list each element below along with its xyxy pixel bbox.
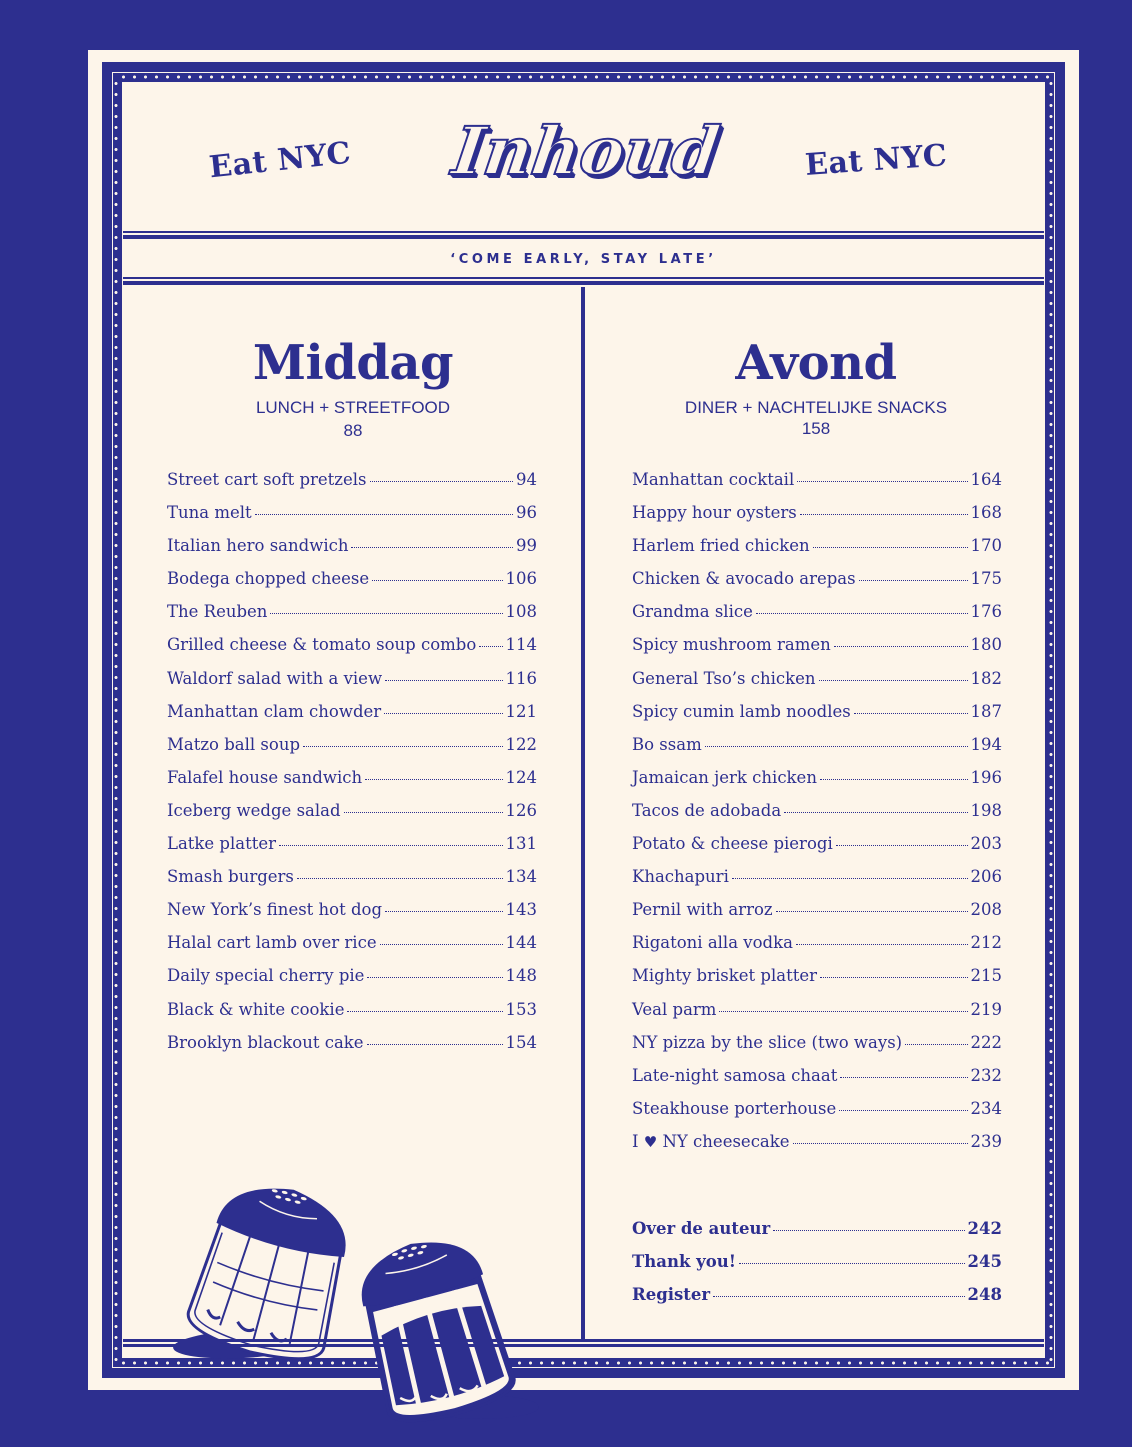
dot-leader	[367, 1044, 503, 1045]
tagline: ‘COME EARLY, STAY LATE’	[450, 252, 717, 267]
toc-entry-page: 144	[505, 933, 537, 953]
dot-leader	[713, 1296, 964, 1297]
dot-leader	[834, 646, 968, 647]
toc-entry[interactable]	[167, 867, 537, 900]
toc-entry[interactable]	[167, 536, 537, 569]
toc-entry-label: Street cart soft pretzels	[167, 470, 367, 489]
toc-entry-label: Harlem fried chicken	[632, 536, 810, 556]
toc-entry-label: Grandma slice	[632, 602, 753, 622]
dot-leader	[839, 1110, 967, 1111]
dot-leader	[479, 646, 502, 647]
eat-nyc-left	[207, 135, 353, 186]
section-header-avond	[586, 335, 1046, 441]
dot-leader	[255, 514, 513, 515]
toc-entry[interactable]	[632, 735, 1002, 768]
toc-entry-page: 198	[970, 800, 1002, 820]
toc-entry-page: 164	[970, 470, 1002, 489]
toc-entry-label: Matzo ball soup	[167, 734, 301, 754]
dot-leader	[819, 680, 968, 681]
toc-entry-label: Daily special cherry pie	[167, 966, 365, 986]
toc-entry[interactable]	[167, 966, 537, 999]
eat-nyc-right-text: Eat NYC	[803, 138, 949, 183]
toc-entry[interactable]	[632, 702, 1002, 735]
toc-entry-label: Khachapuri	[632, 867, 729, 887]
toc-entry-label: Veal parm	[632, 999, 717, 1019]
toc-entry-label: Steakhouse porterhouse	[632, 1098, 837, 1118]
toc-entry[interactable]	[632, 669, 1002, 702]
toc-entry-page: 170	[970, 536, 1002, 556]
toc-entry-page: 248	[967, 1285, 1002, 1305]
dot-leader	[836, 845, 968, 846]
toc-entry[interactable]	[632, 635, 1002, 668]
dot-leader	[367, 977, 502, 978]
dot-leader	[303, 746, 502, 747]
section-page-avond: 158	[801, 419, 831, 438]
toc-entry[interactable]	[632, 966, 1002, 999]
section-header-middag	[123, 335, 583, 443]
dot-leader	[347, 1011, 502, 1012]
dot-leader	[840, 1077, 967, 1078]
toc-entry-page: 122	[505, 734, 537, 754]
dot-leader	[813, 547, 968, 548]
toc-entry-label: Chicken & avocado arepas	[632, 569, 856, 589]
toc-entry-page: 239	[970, 1131, 1002, 1151]
toc-entry[interactable]	[167, 768, 537, 801]
eat-nyc-left-text: Eat NYC	[207, 135, 353, 186]
toc-entry-register[interactable]	[632, 1285, 1002, 1318]
toc-entry[interactable]	[167, 900, 537, 933]
toc-entry-label: Brooklyn blackout cake	[167, 1032, 364, 1052]
toc-entry[interactable]	[632, 768, 1002, 801]
toc-entry-page: 175	[970, 569, 1002, 589]
dot-leader	[279, 845, 502, 846]
toc-entry[interactable]	[632, 1132, 1002, 1165]
toc-entry-thank-you[interactable]	[632, 1252, 1002, 1285]
dot-leader	[800, 514, 968, 515]
section-title-middag: Middag	[252, 335, 454, 391]
toc-entry-page: 154	[505, 1032, 537, 1052]
toc-entry[interactable]	[167, 635, 537, 668]
dotted-border-top	[118, 75, 1049, 79]
toc-entry[interactable]	[632, 834, 1002, 867]
tagline-divider	[123, 277, 1044, 285]
toc-entry[interactable]	[167, 702, 537, 735]
toc-entry-page: 176	[970, 602, 1002, 622]
toc-entry-label: Jamaican jerk chicken	[632, 767, 817, 787]
toc-entry[interactable]	[632, 933, 1002, 966]
toc-entry-label: Over de auteur	[632, 1219, 771, 1238]
toc-entry[interactable]	[632, 1066, 1002, 1099]
toc-entry-page: 194	[970, 734, 1002, 754]
toc-entry[interactable]	[632, 1000, 1002, 1033]
toc-entry-page: 208	[970, 900, 1002, 920]
toc-entry-label: Thank you!	[632, 1252, 736, 1272]
toc-entry-label: Potato & cheese pierogi	[632, 834, 833, 854]
toc-entry-page: 182	[970, 668, 1002, 688]
toc-entry-label: Pernil with arroz	[632, 900, 773, 920]
dotted-border-right	[1049, 78, 1053, 1362]
dot-leader	[365, 779, 502, 780]
toc-entry-page: 121	[505, 701, 537, 721]
section-avond	[586, 287, 1046, 1337]
toc-entry-label: Spicy cumin lamb noodles	[632, 701, 851, 721]
toc-entry-page: 206	[970, 867, 1002, 887]
toc-entry-label: Halal cart lamb over rice	[167, 933, 377, 953]
toc-entry-page: 215	[970, 966, 1002, 986]
toc-back-matter	[632, 1219, 1002, 1318]
dot-leader	[773, 1230, 964, 1231]
toc-entry-page: 153	[505, 999, 537, 1019]
section-subtitle-avond: DINER + NACHTELIJKE SNACKS	[684, 398, 948, 417]
dot-leader	[380, 944, 503, 945]
toc-entry-page: 108	[505, 602, 537, 622]
toc-entry-label: Falafel house sandwich	[167, 767, 363, 787]
dot-leader	[784, 812, 967, 813]
toc-entry-label: Latke platter	[167, 834, 277, 854]
toc-entry[interactable]	[167, 470, 537, 503]
toc-entry-label: Mighty brisket platter	[632, 966, 817, 986]
toc-entry-label: Late-night samosa chaat	[632, 1065, 838, 1085]
toc-entry-label: Bodega chopped cheese	[167, 569, 370, 589]
toc-entry[interactable]	[632, 470, 1002, 503]
toc-entry-label: Italian hero sandwich	[167, 536, 349, 556]
toc-entry-label: Spicy mushroom ramen	[632, 635, 831, 655]
toc-entry-label	[632, 1132, 790, 1151]
dot-leader	[719, 1011, 967, 1012]
toc-entry-page: 134	[505, 867, 537, 887]
toc-entry-label: Black & white cookie	[167, 999, 345, 1019]
toc-entry-page: 126	[505, 800, 537, 820]
dotted-border-left	[114, 78, 118, 1362]
toc-entry-page: 148	[505, 966, 537, 986]
toc-entry-page: 222	[970, 1032, 1002, 1052]
toc-entry-label: NY pizza by the slice (two ways)	[632, 1032, 903, 1052]
toc-entry[interactable]	[632, 503, 1002, 536]
dot-leader	[776, 911, 968, 912]
toc-entry[interactable]	[167, 735, 537, 768]
toc-entry-page: 232	[970, 1065, 1002, 1085]
dot-leader	[385, 680, 502, 681]
toc-entry-label: Manhattan cocktail	[632, 470, 795, 489]
toc-entry[interactable]	[632, 602, 1002, 635]
toc-entry[interactable]	[632, 1099, 1002, 1132]
toc-entry-page: 180	[970, 635, 1002, 655]
toc-entry[interactable]	[167, 602, 537, 635]
dot-leader	[344, 812, 503, 813]
label-prefix: I	[632, 1131, 639, 1151]
toc-entry-page: 212	[970, 933, 1002, 953]
dot-leader	[705, 746, 968, 747]
dot-leader	[732, 878, 968, 879]
dot-leader	[370, 481, 514, 482]
toc-entry[interactable]	[167, 801, 537, 834]
dot-leader	[739, 1263, 965, 1264]
toc-entry[interactable]	[167, 834, 537, 867]
toc-entry-page: 203	[970, 834, 1002, 854]
toc-entry-label: Smash burgers	[167, 867, 294, 887]
toc-entry-label: General Tso’s chicken	[632, 668, 816, 688]
toc-entry-page: 168	[970, 503, 1002, 523]
toc-entry-label: Happy hour oysters	[632, 503, 797, 523]
toc-entry-about-author[interactable]	[632, 1219, 1002, 1252]
dot-leader	[797, 481, 967, 482]
toc-entry-page: 106	[505, 569, 537, 589]
dot-leader	[854, 713, 968, 714]
section-title-avond: Avond	[735, 335, 897, 391]
toc-list-middag	[167, 470, 537, 1066]
toc-entry-label: Tuna melt	[167, 503, 252, 523]
section-subtitle-middag: LUNCH + STREETFOOD	[255, 398, 451, 417]
eat-nyc-right	[803, 138, 949, 183]
dot-leader	[820, 779, 968, 780]
label-suffix: NY cheesecake	[662, 1131, 790, 1151]
toc-entry[interactable]	[167, 1033, 537, 1066]
toc-entry-page: 187	[970, 701, 1002, 721]
footer-divider	[123, 1339, 1044, 1347]
dot-leader	[297, 878, 503, 879]
toc-entry-label: Iceberg wedge salad	[167, 800, 341, 820]
heart-icon: ♥	[643, 1132, 658, 1151]
dot-leader	[270, 613, 502, 614]
toc-entry-page: 99	[516, 536, 537, 556]
salt-pepper-shakers-illustration	[163, 1157, 553, 1447]
dot-leader	[756, 613, 968, 614]
toc-entry[interactable]	[632, 867, 1002, 900]
toc-entry-label: Tacos de adobada	[632, 800, 782, 820]
dot-leader	[859, 580, 968, 581]
toc-entry-label: The Reuben	[167, 602, 268, 622]
toc-entry-page: 94	[516, 470, 537, 489]
toc-entry-page: 124	[505, 767, 537, 787]
dot-leader	[372, 580, 502, 581]
toc-entry-page: 131	[505, 834, 537, 854]
toc-entry[interactable]	[632, 1033, 1002, 1066]
section-page-middag: 88	[343, 421, 363, 440]
section-middag	[123, 287, 583, 1337]
header-divider	[123, 231, 1044, 239]
toc-entry[interactable]	[632, 536, 1002, 569]
toc-entry-page: 219	[970, 999, 1002, 1019]
toc-entry-page: 143	[505, 900, 537, 920]
header	[123, 83, 1044, 233]
toc-entry-label: New York’s finest hot dog	[167, 900, 383, 920]
toc-entry[interactable]	[632, 801, 1002, 834]
toc-list-avond	[632, 470, 1002, 1165]
toc-entry[interactable]	[632, 900, 1002, 933]
toc-entry-label: Manhattan clam chowder	[167, 701, 382, 721]
toc-entry[interactable]	[167, 503, 537, 536]
page-title	[441, 111, 731, 191]
page-title-text: Inhoud	[448, 112, 724, 190]
dot-leader	[905, 1044, 967, 1045]
toc-entry[interactable]	[167, 569, 537, 602]
dot-leader	[793, 1143, 968, 1144]
menu-page	[122, 82, 1045, 1358]
toc-entry-label: Grilled cheese & tomato soup combo	[167, 635, 477, 655]
toc-entry-label: Bo ssam	[632, 734, 702, 754]
toc-entry[interactable]	[167, 1000, 537, 1033]
dot-leader	[384, 713, 502, 714]
toc-entry-page: 234	[970, 1098, 1002, 1118]
toc-entry-label: Register	[632, 1285, 711, 1305]
toc-entry-page: 96	[516, 503, 537, 523]
toc-entry-page: 116	[505, 668, 537, 688]
dot-leader	[820, 977, 968, 978]
toc-entry-page: 242	[967, 1219, 1002, 1238]
toc-entry[interactable]	[167, 669, 537, 702]
toc-entry-page: 245	[967, 1252, 1002, 1272]
dot-leader	[385, 911, 502, 912]
toc-entry-label: Waldorf salad with a view	[167, 668, 383, 688]
toc-entry-page: 114	[505, 635, 537, 655]
toc-entry[interactable]	[632, 569, 1002, 602]
toc-entry-label: Rigatoni alla vodka	[632, 933, 793, 953]
toc-entry[interactable]	[167, 933, 537, 966]
toc-entry-page: 196	[970, 767, 1002, 787]
dot-leader	[796, 944, 968, 945]
dot-leader	[351, 547, 513, 548]
